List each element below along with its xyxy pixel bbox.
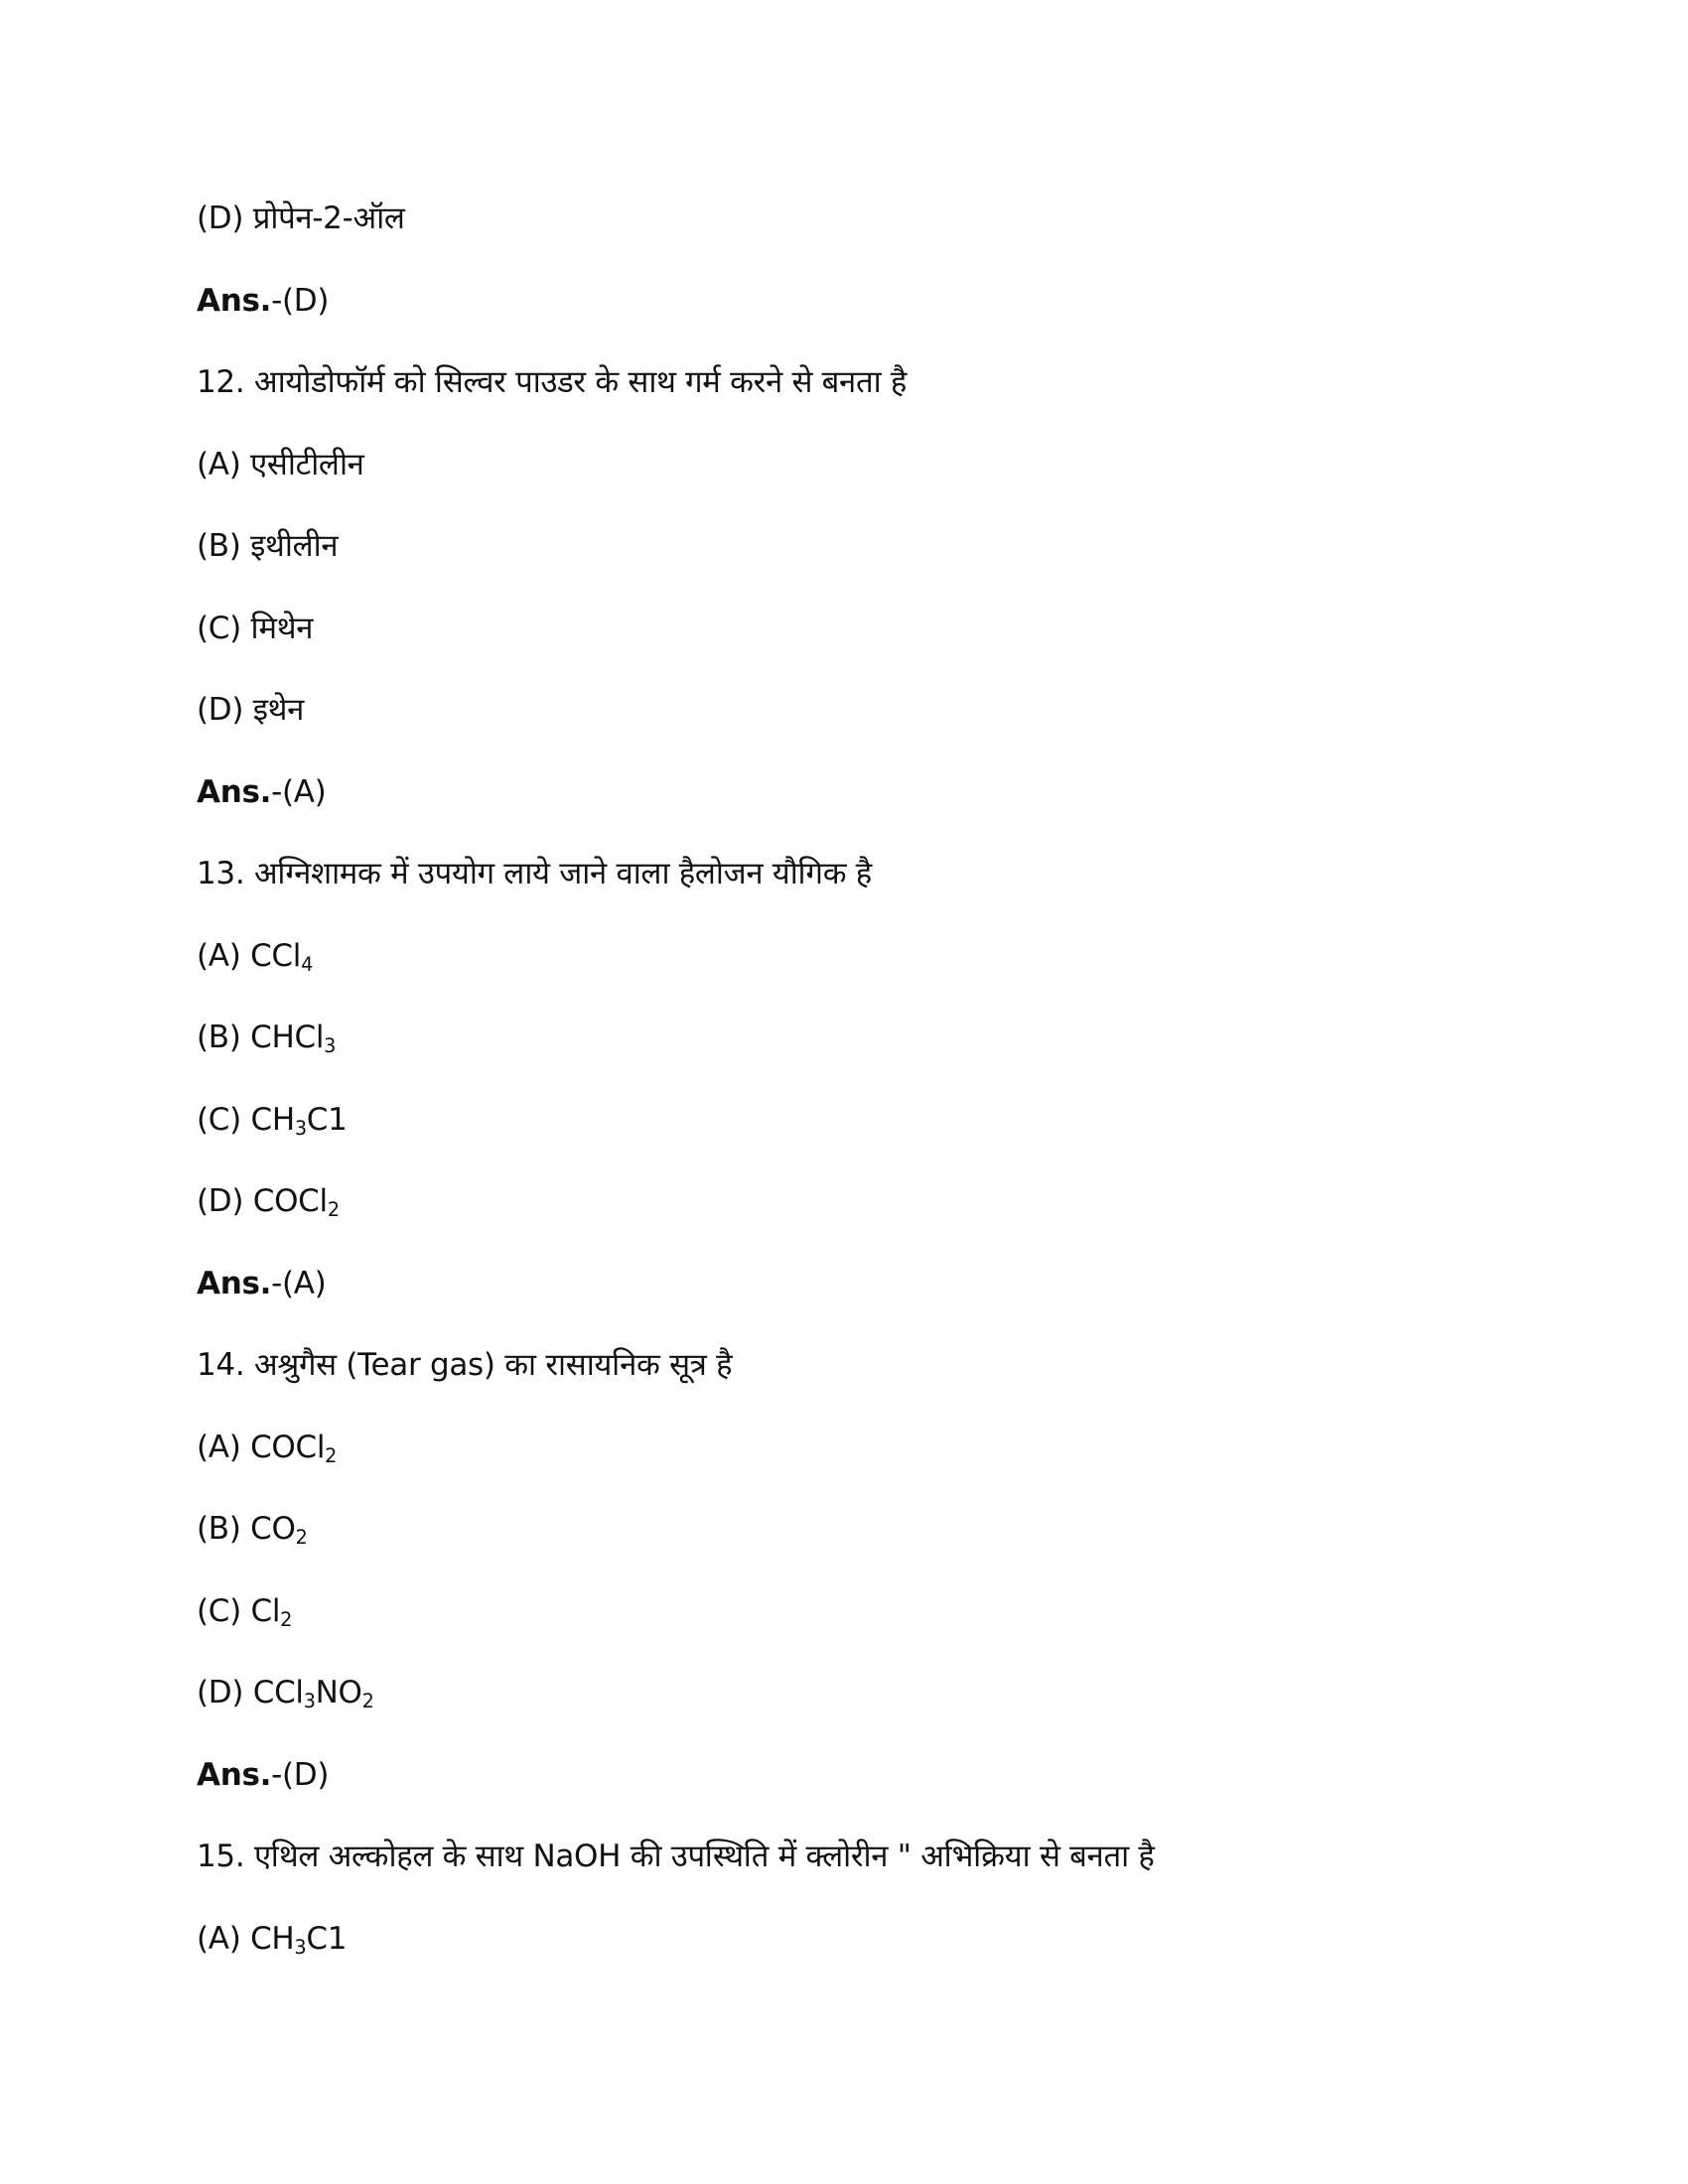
option-line (197, 1668, 374, 1717)
formula-text: NO (315, 1675, 362, 1710)
formula-subscript: 3 (303, 1689, 316, 1712)
formula-text: C1 (306, 1101, 348, 1138)
formula-subscript: 3 (294, 1116, 307, 1140)
question-line: 14. अश्रुगैस (Tear gas) का रासायनिक सूत्र है (197, 1347, 733, 1383)
question-line: 12. आयोडोफॉर्म को सिल्वर पाउडर के साथ गर्म करने से बनता है (197, 364, 908, 400)
answer-line (197, 276, 329, 326)
option-line (197, 1914, 347, 1964)
formula-subscript: 3 (324, 1033, 337, 1057)
option-line (197, 1095, 348, 1145)
option-prefix: (A) (197, 937, 251, 974)
formula-subscript: 2 (280, 1607, 293, 1631)
formula-subscript: 3 (294, 1935, 307, 1959)
answer-label: Ans. (197, 1265, 272, 1301)
answer-value: -(D) (271, 282, 330, 319)
option-prefix: (D) (197, 1183, 253, 1219)
option-prefix: (C) (197, 1101, 251, 1138)
answer-value: -(A) (271, 1265, 327, 1301)
answer-value: -(A) (271, 773, 327, 810)
option-prefix: (A) (197, 1920, 251, 1957)
option-line (197, 1504, 308, 1554)
option-prefix: (B) (197, 1020, 251, 1055)
formula-subscript: 2 (361, 1689, 374, 1712)
option-line (197, 1013, 336, 1062)
answer-line (197, 1259, 326, 1308)
option-line: (A) एसीटीलीन (197, 446, 364, 482)
option-prefix: (C) (197, 1592, 251, 1629)
option-line (197, 1423, 337, 1472)
question-line: 15. एथिल अल्कोहल के साथ NaOH की उपस्थिति में क्लोरीन " अभिक्रिया से बनता है (197, 1839, 1155, 1874)
option-line: (D) प्रोपेन-2-ऑल (197, 201, 405, 236)
option-line (197, 1586, 292, 1636)
answer-line (197, 1750, 329, 1800)
formula-text: C1 (306, 1920, 348, 1957)
formula-subscript: 2 (327, 1197, 340, 1221)
answer-line (197, 767, 326, 817)
formula-subscript: 2 (295, 1525, 308, 1549)
formula-text: COCl (250, 1429, 326, 1465)
formula-subscript: 2 (325, 1443, 338, 1467)
option-line (197, 931, 313, 981)
question-line: 13. अग्निशामक में उपयोग लाये जाने वाला हैलोजन यौगिक है (197, 856, 872, 891)
option-prefix: (D) (197, 1675, 253, 1710)
answer-value: -(D) (271, 1756, 330, 1793)
option-prefix: (A) (197, 1429, 251, 1465)
option-line: (B) इथीलीन (197, 528, 339, 564)
formula-text: Cl (250, 1592, 281, 1629)
formula-text: CO (250, 1511, 296, 1547)
formula-text: CHCl (250, 1020, 325, 1055)
option-line (197, 1176, 340, 1226)
formula-text: CCl (252, 1675, 304, 1710)
formula-subscript: 4 (301, 952, 313, 976)
option-line: (C) मिथेन (197, 610, 314, 646)
answer-label: Ans. (197, 773, 272, 810)
answer-label: Ans. (197, 1756, 272, 1793)
option-prefix: (B) (197, 1511, 251, 1547)
formula-text: CH (250, 1920, 295, 1957)
formula-text: CH (250, 1101, 295, 1138)
formula-text: CCl (250, 937, 302, 974)
answer-label: Ans. (197, 282, 272, 319)
formula-text: COCl (252, 1183, 328, 1219)
option-line: (D) इथेन (197, 692, 305, 728)
